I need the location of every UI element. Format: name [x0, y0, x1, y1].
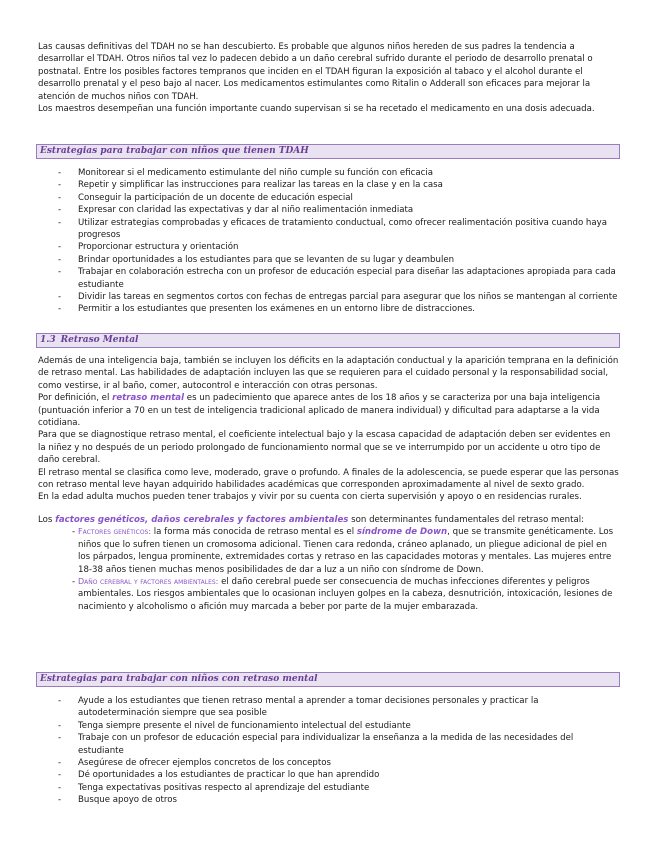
retraso-strategy-list	[58, 695, 618, 807]
list-item: - Asegúrese de ofrecer ejemplos concretos de los conceptos	[58, 757, 618, 769]
section-number: 1.3	[40, 335, 56, 345]
heading-tdah-strategies-text: Estrategias para trabajar con niños que tienen TDAH	[40, 146, 309, 156]
factor-label: Factores genéticos:	[78, 527, 152, 537]
heading-retraso-strategies-text: Estrategias para trabajar con niños con retraso mental	[40, 674, 318, 684]
retraso-paragraph-clasificacion: El retraso mental se clasifica como leve, moderado, grave o profundo. A finales de la adolescencia, se puede esperar que las personas con retraso mental leve hayan adquirido habilidades académicas que corresponden aproximadamente al nivel de sexto grado.	[38, 467, 619, 491]
intro-paragraph-teachers: Los maestros desempeñan una función importante cuando supervisan si se ha recetado el medicamento en una dosis adecuada.	[38, 104, 595, 115]
list-item: - Expresar con claridad las expectativas y dar al niño realimentación inmediata	[58, 204, 618, 216]
list-item-factores-geneticos	[54, 526, 620, 576]
list-item: - Tenga expectativas positivas respecto al aprendizaje del estudiante	[58, 782, 618, 794]
list-item: - Dividir las tareas en segmentos cortos con fechas de entregas parcial para asegurar que los niños se mantengan al corriente	[58, 291, 618, 303]
tdah-strategy-list	[58, 167, 618, 316]
list-item: - Utilizar estrategias comprobadas y eficaces de tratamiento conductual, como ofrecer realimentación positiva cuando haya progresos	[58, 217, 618, 242]
list-item: - Busque apoyo de otros	[58, 794, 618, 806]
retraso-paragraph-edad-adulta: En la edad adulta muchos pueden tener trabajos y vivir por su cuenta con cierta supervisión y apoyo o en residencias rurales.	[38, 492, 582, 503]
text-run: Los	[38, 514, 56, 525]
term-factores: factores genéticos, daños cerebrales y factores ambientales	[55, 514, 349, 525]
list-item: - Dé oportunidades a los estudiantes de practicar lo que han aprendido	[58, 769, 618, 781]
term-sindrome-down: síndrome de Down	[356, 527, 448, 538]
list-item: - Tenga siempre presente el nivel de funcionamiento intelectual del estudiante	[58, 720, 618, 732]
list-item: - Repetir y simplificar las instrucciones para realizar las tareas en la clase y en la casa	[58, 179, 618, 191]
text-run: el daño cerebral puede ser consecuencia de muchas infecciones diferentes y peligros ambientales. Los riesgos ambientales que lo ocasionan incluyen golpes en la cabeza, desnutrición, intoxicación, lesiones de nacimiento y alcoholismo o afición muy marcada a beber por parte de la mujer embarazada.	[78, 576, 613, 612]
heading-retraso-mental	[36, 333, 620, 348]
list-item: - Trabajar en colaboración estrecha con un profesor de educación especial para diseñar las adaptaciones apropiada para cada estudiante	[58, 266, 618, 291]
list-item: - Permitir a los estudiantes que presenten los exámenes en un entorno libre de distracciones.	[58, 303, 618, 315]
list-item: - Proporcionar estructura y orientación	[58, 241, 618, 253]
retraso-body	[38, 355, 620, 613]
list-item: - Brindar oportunidades a los estudiantes para que se levanten de su lugar y deambulen	[58, 254, 618, 266]
list-item-dano-cerebral	[54, 576, 620, 613]
list-item: - Ayude a los estudiantes que tienen retraso mental a aprender a tomar decisiones personales y practicar la autodeterminación siempre que sea posible	[58, 695, 618, 720]
list-item: - Trabaje con un profesor de educación especial para individualizar la enseñanza a la medida de las necesidades del estudiante	[58, 732, 618, 757]
text-run: son determinantes fundamentales del retraso mental:	[348, 514, 585, 525]
text-run: Por definición, el	[38, 393, 113, 404]
list-item: - Monitorear si el medicamento estimulante del niño cumple su función con eficacia	[58, 167, 618, 179]
heading-tdah-strategies	[36, 144, 620, 159]
intro-paragraphs	[38, 41, 620, 115]
list-item: - Conseguir la participación de un docente de educación especial	[58, 192, 618, 204]
retraso-paragraph-por-definicion	[38, 392, 620, 429]
text-run: , que se transmite genéticamente. Los niños que lo sufren tienen un cromosoma adicional. Tienen cara redonda, cráneo aplanado, un pliegue adicional de piel en los párpados, lengua prominente, extremidades cortas y retraso en las capacidades motoras y mentales. Las mujeres entre 18-38 años tienen muchas menos posibilidades de dar a luz a un niño con síndrome de Down.	[78, 527, 614, 575]
factors-list	[38, 526, 620, 613]
factor-label: Daño cerebral y factores ambientales:	[78, 576, 219, 586]
retraso-paragraph-factores	[38, 514, 620, 526]
text-run: la forma más conocida de retraso mental es el	[151, 527, 357, 538]
heading-retraso-strategies	[36, 672, 620, 687]
intro-paragraph-causes: Las causas definitivas del TDAH no se han descubierto. Es probable que algunos niños hereden de sus padres la tendencia a desarrollar el TDAH. Otros niños tal vez lo padecen debido a un daño cerebral sufrido durante el periodo de desarrollo prenatal o postnatal. Entre los posibles factores tempranos que inciden en el TDAH figuran la exposición al tabaco y el alcohol durante el desarrollo prenatal y el peso bajo al nacer. Los medicamentos estimulantes como Ritalin o Adderall son eficaces para mejorar la atención de muchos niños con TDAH.	[38, 42, 593, 102]
section-title: Retraso Mental	[60, 335, 139, 345]
text-run: es un padecimiento que aparece antes de los 18 años y se caracteriza por una baja inteligencia (puntuación inferior a 70 en un test de inteligencia tradicional aplicado de manera individual) y dificultad para adaptarse a la vida cotidiana.	[38, 393, 601, 429]
term-retraso-mental: retraso mental	[112, 393, 185, 404]
retraso-paragraph-diagnostico: Para que se diagnostique retraso mental, el coeficiente intelectual bajo y la escasa capacidad de adaptación deben ser evidentes en la niñez y no después de un periodo prolongado de funcionamiento normal que se ve interrumpido por un accidente u otro tipo de daño cerebral.	[38, 430, 611, 466]
retraso-paragraph-definition: Además de una inteligencia baja, también se incluyen los déficits en la adaptación conductual y la aparición temprana en la definición de retraso mental. Las habilidades de adaptación incluyen las que se requieren para el cuidado personal y la responsabilidad social, como vestirse, ir al baño, comer, autocontrol e interacción con otras personas.	[38, 356, 619, 391]
